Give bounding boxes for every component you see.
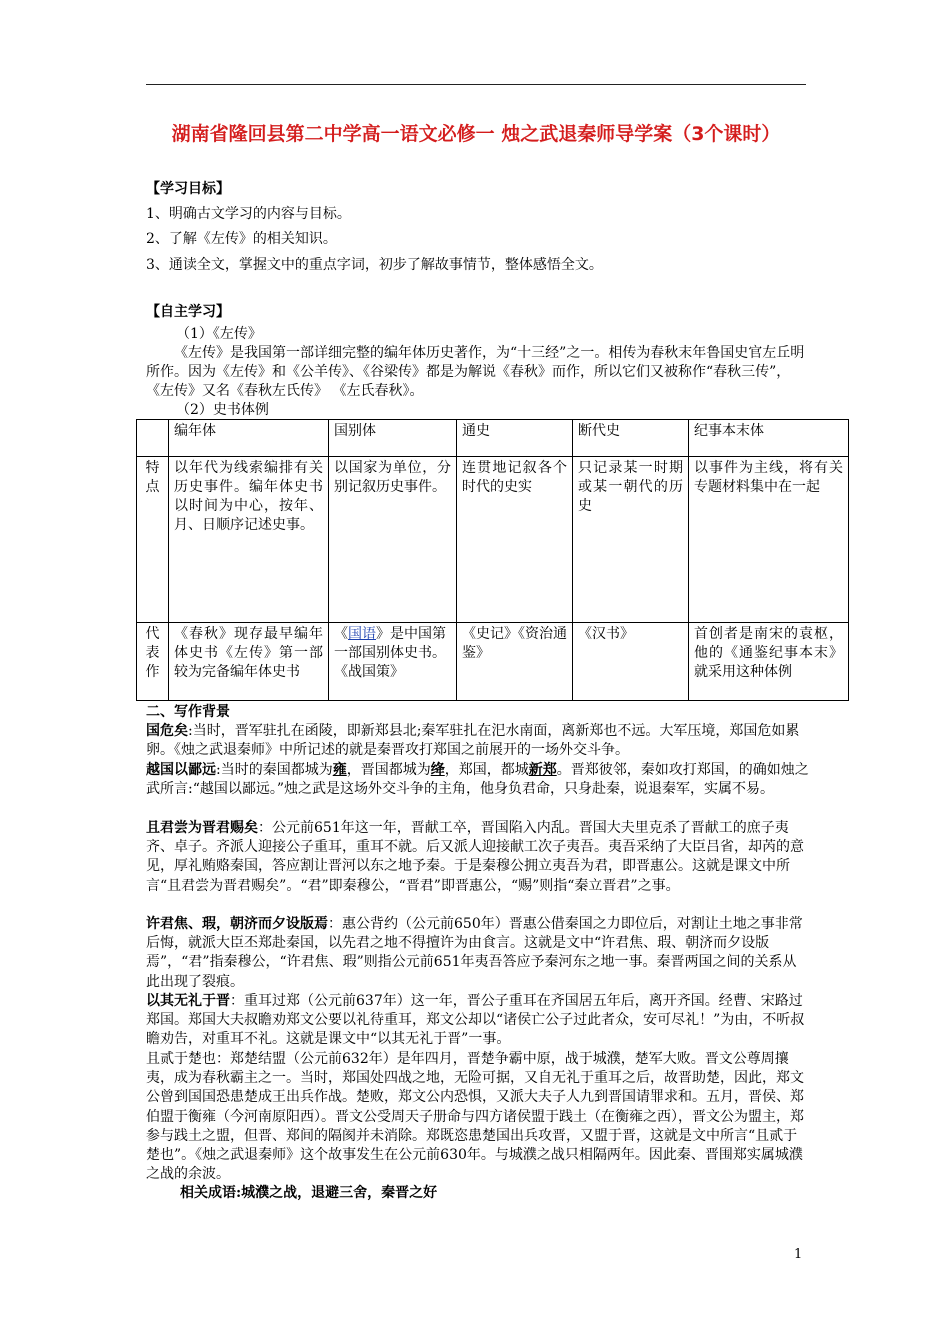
paragraph-lead: 且君尝为晋君赐矣: [146, 820, 258, 836]
paragraph-text: ：惠公背约（公元前650年）晋惠公借秦国之力即位后，对割让土地之事非常后悔，就派大臣丕郑赴秦国，以先君之地不得擅许为由食言。这就是文中“许君焦、瑕、朝济而夕设版焉”，“君”指秦穆公，“许君焦、瑕”则指公元前651年夷吾答应予秦河东之地一事。秦晋两国之间的关系从此出现了裂痕。: [146, 916, 803, 990]
history-styles-table: [136, 419, 849, 701]
background-paragraph: [146, 761, 810, 799]
background-paragraph: 且贰于楚也：郑楚结盟（公元前632年）是年四月，晋楚争霸中原，战于城濮，楚军大败。晋文公尊周攘夷，成为春秋霸主之一。当时，郑国处四战之地，无险可据，又自无礼于重耳之后，故晋助楚，因此，郑文公曾到国国恐患楚成王出兵作战。楚败，郑文公内恐惧，又派大夫子人九到晋国请罪求和。五月，晋侯、郑伯盟于衡雍（今河南原阳西）。晋文公受周天子册命与四方诸侯盟于践土（在衡雍之西），晋文公为盟主，郑参与践土之盟，但晋、郑间的隔阂并未消除。郑既恣患楚国出兵攻晋，又盟于晋，这就是文中所言“且贰于楚也”。《烛之武退秦师》这个故事发生在公元前630年。与城濮之战只相隔两年。因此秦、晋围郑实属城濮之战的余波。: [146, 1051, 804, 1183]
row-label: 特点: [137, 457, 169, 623]
background-paragraph: [146, 915, 810, 992]
background-paragraph: [146, 819, 810, 896]
paragraph-text: ：公元前651年这一年，晋献工卒，晋国陷入内乱。晋国大夫里克杀了晋献工的庶子夷齐、卓子。齐派人迎接公子重耳，重耳不就。后又派人迎接献工次子夷吾。夷吾采纳了大臣吕省，却芮的意见，厚礼贿赂秦国，答应割让晋河以东之地予秦。于是秦穆公拥立夷吾为君，即晋惠公。这就是课文中所言“且君尝为晋君赐矣”。“君”即秦穆公，“晋君”即晋惠公，“赐”则指“秦立晋君”之事。: [146, 820, 804, 894]
paragraph-lead: 越国以鄙远: [146, 762, 216, 778]
table-cell: 《春秋》现存最早编年体史书《左传》第一部较为完备编年体史书: [169, 623, 329, 701]
row-label: 代表作: [137, 623, 169, 701]
guoyu-link[interactable]: 国语: [348, 626, 376, 642]
self-study-heading: 【自主学习】: [146, 304, 230, 320]
paragraph-text: 。晋郑彼邻，秦如攻打郑国，的确如烛之武所言:“越国以鄙远。”烛之武是这场外交斗争的主角，他身负君命，只身赴秦，说退秦军，实属不易。: [146, 762, 809, 798]
goal-item: 3、通读全文，掌握文中的重点字词，初步了解故事情节，整体感悟全文。: [146, 257, 603, 273]
table-cell: 以国家为单位，分别记叙历史事件。: [329, 457, 457, 623]
table-cell: 以事件为主线，将有关专题材料集中在一起: [689, 457, 849, 623]
header-cell: [137, 420, 169, 457]
header-cell: 断代史: [573, 420, 689, 457]
background-paragraph: [146, 992, 810, 1050]
table-cell: 只记录某一时期或某一朝代的历史: [573, 457, 689, 623]
header-cell: 编年体: [169, 420, 329, 457]
subsection-history-styles: （2）史书体例: [176, 402, 269, 418]
header-rule: [146, 84, 806, 85]
paragraph-text: ，郑国，都城: [444, 762, 529, 778]
underlined-term: 绛: [430, 762, 445, 778]
table-row-representative: [137, 623, 849, 701]
paragraph-lead: 国危矣: [146, 723, 188, 739]
paragraph-text: ，晋国都城为: [346, 762, 431, 778]
background-paragraph: [146, 722, 810, 760]
paragraph-lead: 许君焦、瑕，朝济而夕设版焉: [146, 916, 328, 932]
table-cell: 连贯地记叙各个时代的史实: [457, 457, 573, 623]
paragraph-text: :当时，晋军驻扎在函陵，即新郑县北;秦军驻扎在汜水南面，离新郑也不远。大军压境，郑国危如累卵。《烛之武退秦师》中所记述的就是秦晋攻打郑国之前展开的一场外交斗争。: [146, 723, 800, 759]
table-cell: 以年代为线索编排有关历史事件。编年体史书以时间为中心，按年、月、日顺序记述史事。: [169, 457, 329, 623]
goal-item: 1、明确古文学习的内容与目标。: [146, 206, 351, 222]
header-cell: 国别体: [329, 420, 457, 457]
table-header-row: [137, 420, 849, 457]
paragraph-lead: 以其无礼于晋: [146, 993, 230, 1009]
cell-text: 《战国策》: [334, 664, 404, 680]
table-row-features: [137, 457, 849, 623]
background-heading: 二、写作背景: [146, 704, 230, 720]
cell-text: 》是中国第一部国别体史书。: [334, 626, 446, 661]
underlined-term: 新郑: [528, 762, 557, 778]
subsection-zuozhuan: （1）《左传》: [176, 326, 262, 342]
underlined-term: 雍: [332, 762, 347, 778]
table-cell: 《国语》是中国第一部国别体史书。 《战国策》: [329, 623, 457, 701]
header-cell: 通史: [457, 420, 573, 457]
header-cell: 纪事本末体: [689, 420, 849, 457]
related-idioms: 相关成语:城濮之战，退避三舍，秦晋之好: [180, 1185, 438, 1201]
table-cell: 《汉书》: [573, 623, 689, 701]
paragraph-text: ：重耳过郑（公元前637年）这一年，晋公子重耳在齐国居五年后，离开齐国。经曹、宋路过郑国。郑国大夫叔瞻劝郑文公要以礼待重耳，郑文公却以“诸侯亡公子过此者众，安可尽礼！”为由，不听叔瞻劝告，对重耳不礼。这就是课文中“以其无礼于晋”一事。: [146, 993, 805, 1048]
paragraph-text: :当时的秦国都城为: [216, 762, 333, 778]
table-cell: 《史记》《资治通鉴》: [457, 623, 573, 701]
goals-heading: 【学习目标】: [146, 181, 230, 197]
document-title: 湖南省隆回县第二中学高一语文必修一 烛之武退秦师导学案（3个课时）: [171, 123, 781, 145]
table-cell: 首创者是南宋的袁枢，他的《通鉴纪事本末》就采用这种体例: [689, 623, 849, 701]
page-number: 1: [794, 1247, 803, 1262]
zuozhuan-paragraph: 《左传》是我国第一部详细完整的编年体历史著作，为“十三经”之一。相传为春秋末年鲁国史官左丘明所作。因为《左传》和《公羊传》、《谷梁传》都是为解说《春秋》而作，所以它们又被称作“春秋三传”，《左传》又名《春秋左氏传》 《左氏春秋》。: [146, 345, 805, 399]
goal-item: 2、了解《左传》的相关知识。: [146, 231, 337, 247]
